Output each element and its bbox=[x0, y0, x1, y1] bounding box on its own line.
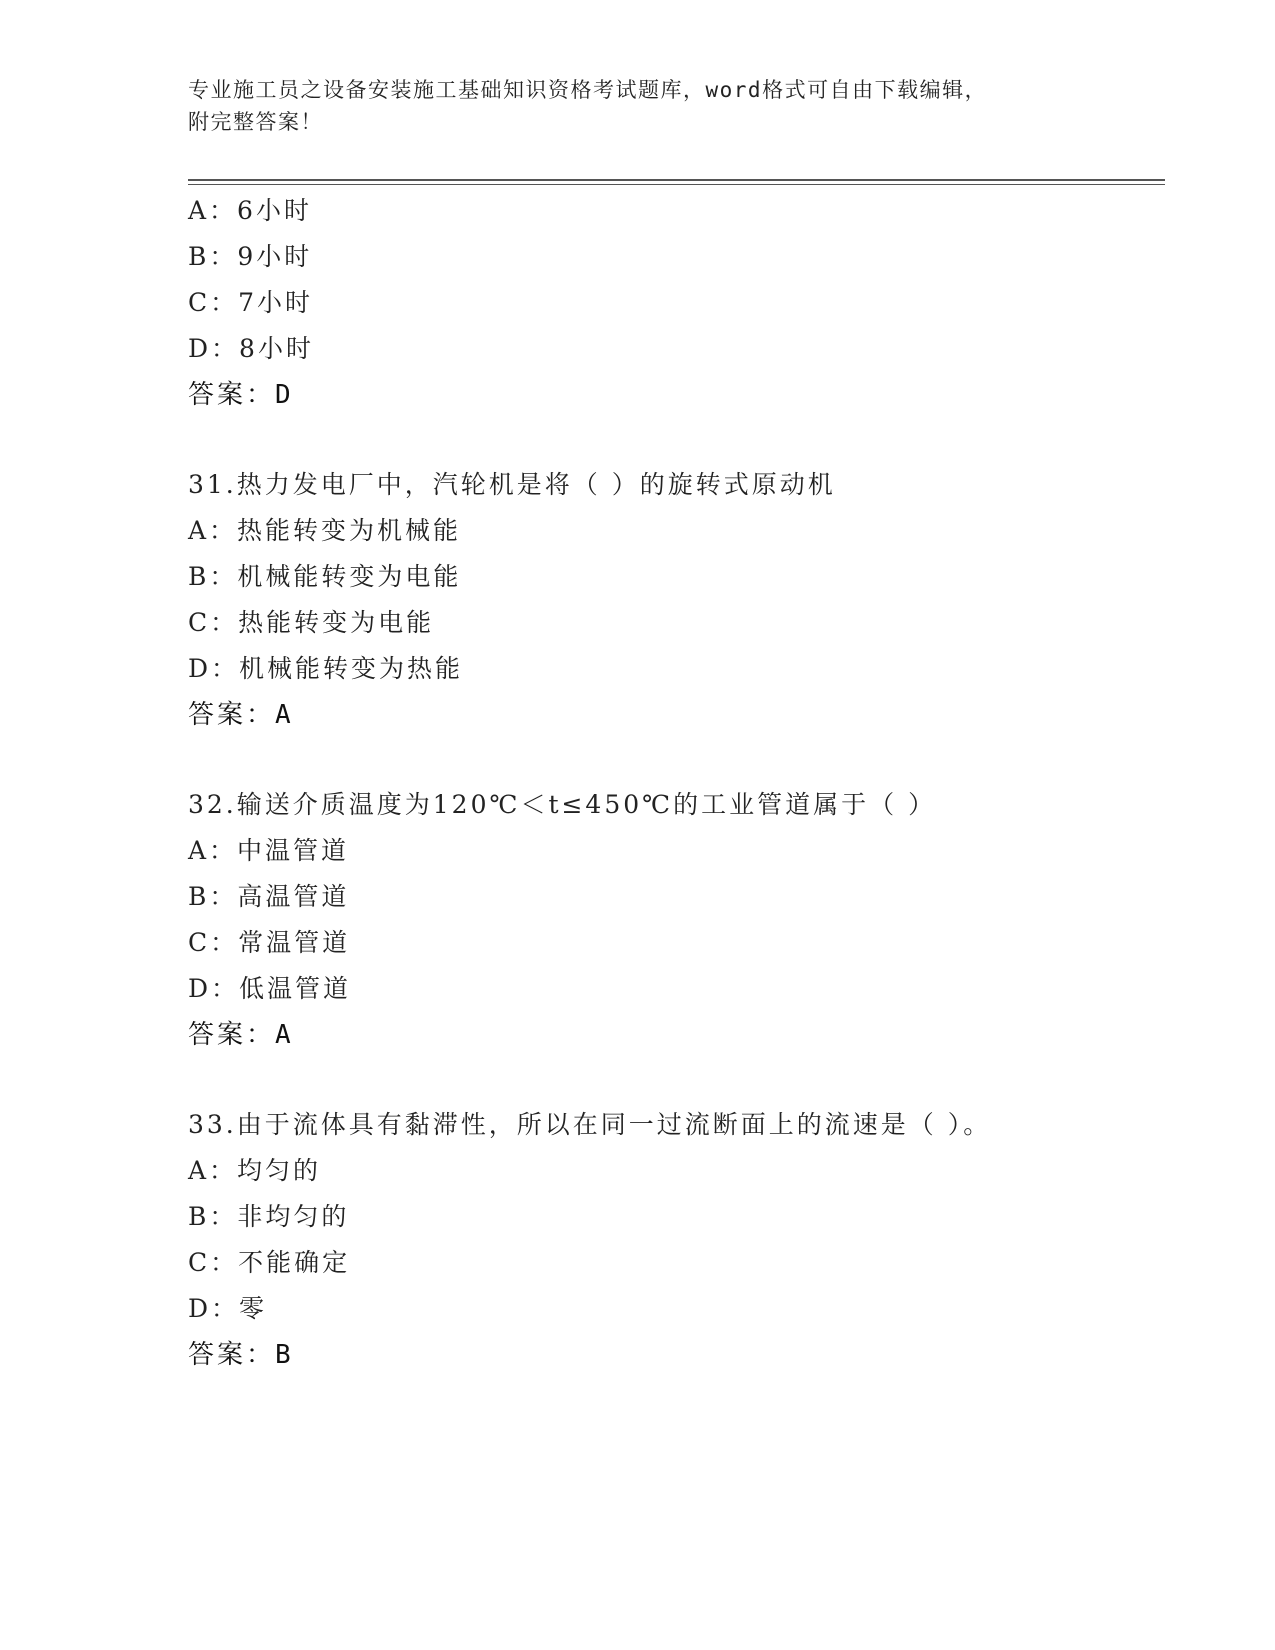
header-line-2: 附完整答案！ bbox=[188, 110, 323, 134]
option-d: D：机械能转变为热能 bbox=[188, 654, 464, 683]
option-d: D：8小时 bbox=[188, 334, 314, 363]
spacer bbox=[188, 1058, 1168, 1102]
question-list bbox=[188, 188, 1168, 1378]
spacer bbox=[188, 738, 1168, 782]
option-d: D：零 bbox=[188, 1294, 268, 1323]
question-stem: 32.输送介质温度为120℃＜t≤450℃的工业管道属于（ ） bbox=[188, 790, 937, 819]
question-stem: 31.热力发电厂中，汽轮机是将（ ）的旋转式原动机 bbox=[188, 470, 836, 499]
option-d: D：低温管道 bbox=[188, 974, 352, 1003]
option-b: B：高温管道 bbox=[188, 882, 350, 911]
answer-line: 答案：A bbox=[188, 1020, 294, 1050]
question-block-32 bbox=[188, 782, 1168, 1058]
option-c: C：热能转变为电能 bbox=[188, 608, 435, 637]
document-header bbox=[188, 74, 1088, 138]
answer-line: 答案：D bbox=[188, 380, 294, 410]
answer-line: 答案：A bbox=[188, 700, 294, 730]
header-divider bbox=[188, 179, 1165, 185]
question-block-33 bbox=[188, 1102, 1168, 1378]
option-b: B：9小时 bbox=[188, 242, 313, 271]
header-line-1: 专业施工员之设备安装施工基础知识资格考试题库，word格式可自由下载编辑， bbox=[188, 78, 988, 102]
option-c: C：不能确定 bbox=[188, 1248, 351, 1277]
question-block-31 bbox=[188, 462, 1168, 738]
option-a: A：均匀的 bbox=[188, 1156, 322, 1185]
option-a: A：6小时 bbox=[188, 196, 312, 225]
answer-line: 答案：B bbox=[188, 1340, 294, 1370]
option-c: C：7小时 bbox=[188, 288, 314, 317]
question-stem: 33.由于流体具有黏滞性，所以在同一过流断面上的流速是（ ）。 bbox=[188, 1110, 992, 1139]
option-c: C：常温管道 bbox=[188, 928, 351, 957]
option-a: A：中温管道 bbox=[188, 836, 350, 865]
spacer bbox=[188, 418, 1168, 462]
question-block-prev bbox=[188, 188, 1168, 418]
option-b: B：非均匀的 bbox=[188, 1202, 350, 1231]
option-b: B：机械能转变为电能 bbox=[188, 562, 462, 591]
option-a: A：热能转变为机械能 bbox=[188, 516, 462, 545]
